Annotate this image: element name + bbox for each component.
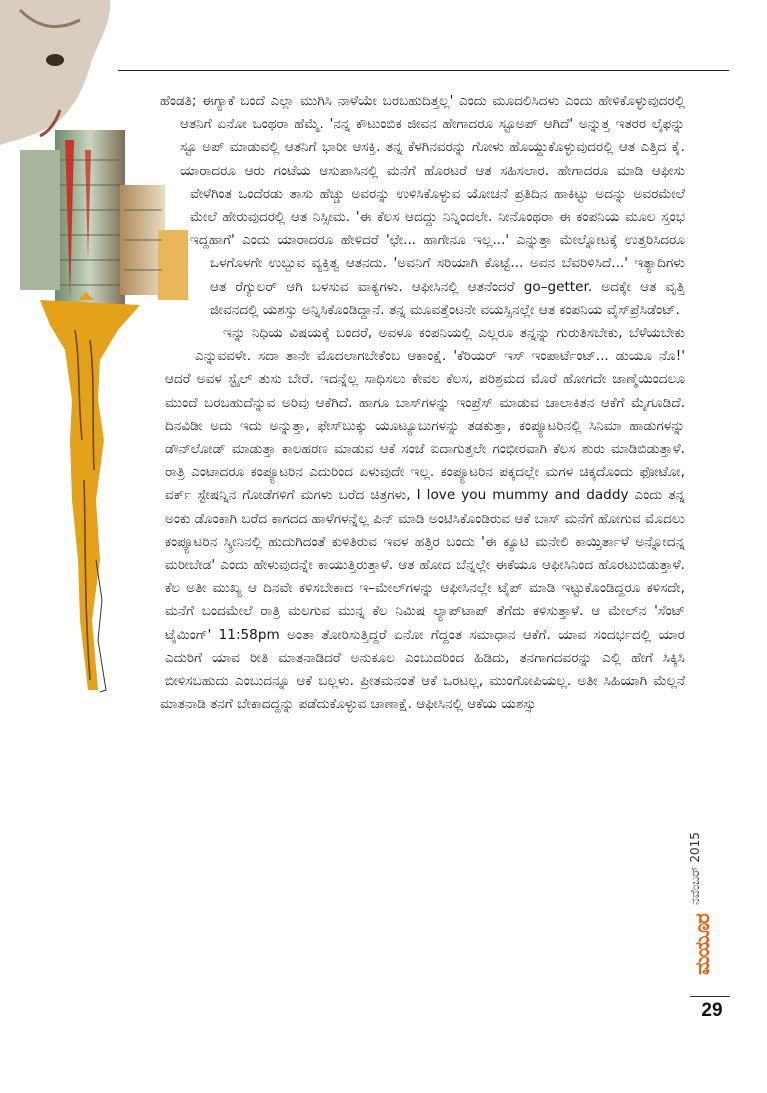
article-body xyxy=(120,90,685,1005)
paragraph-1: ಹೆಂಡತಿ; ಈಗ್ಯಾಕೆ ಬಂದೆ ಎಲ್ಲಾ ಮುಗಿಸಿ ನಾಳೆಯೇ ಬರಬಹುದಿತ್ತಲ್ಲ' ಎಂದು ಮೂದಲಿಸಿದಳು ಎಂದು ಹೇಳಿಕೊಳ್ಳುವುದರಲ್ಲಿ ಆತನಿಗೆ ಏನೋ ಒಂಥರಾ ಹೆಮ್ಮೆ. 'ನನ್ನ ಕೌಟುಂಬಿಕ ಜೀವನ ಹೇಗಾದರೂ ಸ್ಟೂಅಪ್ ಆಗಿದೆ' ಅನ್ನುತ್ತ ಇತರರ ಲೈಫನ್ನು ಸ್ಟೂ ಅಪ್ ಮಾಡುವಲ್ಲಿ ಆತನಿಗೆ ಭಾರೀ ಆಸಕ್ತಿ. ತನ್ನ ಕೆಳಗಿನವರನ್ನು ಗೋಳು ಹೊಯ್ದುಕೊಳ್ಳುವುದರಲ್ಲಿ ಆತ ಎತ್ತಿದ ಕೈ. ಯಾರಾದರೂ ಆರು ಗಂಟೆಯ ಆಸುಪಾಸಿನಲ್ಲಿ ಮನೆಗೆ ಹೊರಟರೆ ಆತ ಸಹಿಸಲಾರ. ಹೇಗಾದರೂ ಮಾಡಿ ಆಫೀಸು ವೇಳೆಗಿಂತ ಒಂದೆರಡು ತಾಸು ಹೆಚ್ಚು ಅವರನ್ನು ಉಳಿಸಿಕೊಳ್ಳುವ ಯೋಚನೆ ಪ್ರತಿದಿನ ಹಾಕಿಟ್ಟು ಅದನ್ನು ಅವರಮೇಲೆ ಮೇಲೆ ಹೇರುವುದರಲ್ಲಿ ಆತ ನಿಸ್ಸೀಮ. 'ಈ ಕೆಲಸ ಆದದ್ದು ನಿನ್ನಿಂದಲೇ. ನೀನೊಂಥರಾ ಈ ಕಂಪನಿಯ ಮೂಲ ಸ್ತಂಭ ಇದ್ದಹಾಗೆ' ಎಂದು ಯಾರಾದರೂ ಹೇಳಿದರೆ 'ಛೇ... ಹಾಗೇನೂ ಇಲ್ಲ...' ಎನ್ನುತ್ತಾ ಮೇಲ್ನೋಟಕ್ಕೆ ಉತ್ತರಿಸಿದರೂ ಒಳಗೊಳಗೇ ಉಬ್ಬುವ ವ್ಯಕ್ತಿತ್ವ ಆತನದು. 'ಅವನಿಗೆ ಸರಿಯಾಗಿ ಕೊಟ್ಟೆ... ಅವನ ಬೆವರಿಳಿಸಿದೆ...' ಇತ್ಯಾದಿಗಳು ಆತ ರೆಗ್ಯುಲರ್ ಆಗಿ ಬಳಸುವ ವಾಕ್ಯಗಳು. ಆಫೀಸಿನಲ್ಲಿ ಆತನೆಂದರೆ go–getter. ಅದಕ್ಕೇ ಆತ ವೃತ್ತಿ ಜೀವನದಲ್ಲಿ ಯಶಸ್ಸು ಅನ್ನಿಸಿಕೊಂಡಿದ್ದಾನೆ. ತನ್ನ ಮೂವತ್ತೆಂಟನೇ ವಯಸ್ಸಿನಲ್ಲೇ ಆತ ಕಂಪನಿಯ ವೈಸ್‌ಪ್ರೆಸಿಡೆಂಟ್. xyxy=(160,93,685,318)
folio-rule xyxy=(690,996,730,997)
magazine-logo: ಮಯೂರ xyxy=(690,914,714,975)
issue-date: ನವೆಂಬರ್ 2015 xyxy=(688,832,702,905)
paragraph-2: ಇನ್ನು ನಿಧಿಯ ವಿಷಯಕ್ಕೆ ಬಂದರೆ, ಅವಳೂ ಕಂಪನಿಯಲ್ಲಿ ಎಲ್ಲರೂ ತನ್ನನ್ನು ಗುರುತಿಸಬೇಕು, ಬೆಳೆಯಬೇಕು ಎನ್ನುವವಳೇ. ಸದಾ ತಾನೇ ಮೊದಲಾಗಬೇಕೆಂಬ ಆಕಾಂಕ್ಷೆ. 'ಕೆರಿಯರ್ ಇಸ್ ಇಂಪಾರ್ಟೆಂಟ್... ಡುಯೂ ನೊ!' ಆದರೆ ಅವಳ ಸ್ಟೈಲ್ ತುಸು ಬೇರೆ. ಇದನ್ನೆಲ್ಲ ಸಾಧಿಸಲು ಕೇವಲ ಕೆಲಸ, ಪರಿಶ್ರಮದ ಮೊರೆ ಹೋಗದೇ ಜಾಣ್ಮೆಯಿಂದಲೂ ಮುಂದೆ ಬರಬಹುದೆನ್ನುವ ಅರಿವು ಆಕೆಗಿದೆ. ಹಾಗೂ ಬಾಸ್‌ಗಳನ್ನು ಇಂಪ್ರೆಸ್ ಮಾಡುವ ಚಾಲಾಕಿತನ ಆಕೆಗೆ ಮೈಗೂಡಿದೆ. ದಿನವಿಡೀ ಅದು ಇದು ಅನ್ನುತ್ತಾ, ಫೇಸ್‌ಬುಕ್ಕು ಯೂಟ್ಯೂಬುಗಳನ್ನು ತಡಕುತ್ತಾ, ಕಂಪ್ಯೂಟರಿನಲ್ಲಿ ಸಿನಿಮಾ ಹಾಡುಗಳನ್ನು ಡೌನ್‌ಲೋಡ್ ಮಾಡುತ್ತಾ ಕಾಲಹರಣ ಮಾಡುವ ಆಕೆ ಸಂಜೆ ಐದಾಗುತ್ತಲೇ ಗಂಭೀರವಾಗಿ ಕೆಲಸ ಶುರು ಮಾಡಿಬಿಡುತ್ತಾಳೆ. ರಾತ್ರಿ ಎಂಟಾದರೂ ಕಂಪ್ಯೂಟರಿನ ಎದುರಿಂದ ಏಳುವುದೇ ಇಲ್ಲ. ಕಂಪ್ಯೂಟರಿನ ಪಕ್ಕದಲ್ಲೇ ಮಗಳ ಚಿಕ್ಕದೊಂದು ಫೋಟೋ, ವರ್ಕ್ ಸ್ಟೇಷನ್ನಿನ ಗೋಡೆಗಳಿಗೆ ಮಗಳು ಬರೆದ ಚಿತ್ರಗಳು, I love you mummy and daddy ಎಂದು ತನ್ನ ಅಂಕು ಡೊಂಕಾಗಿ ಬರೆದ ಕಾಗದದ ಹಾಳೆಗಳನ್ನೆಲ್ಲ ಪಿನ್ ಮಾಡಿ ಅಂಟಿಸಿಕೊಂಡಿರುವ ಆಕೆ ಬಾಸ್ ಮನೆಗೆ ಹೋಗುವ ಮೊದಲು ಕಂಪ್ಯೂಟರಿನ ಸ್ಕ್ರೀನಿನಲ್ಲಿ ಹುದುಗಿದಂತೆ ಕುಳಿತಿರುವ ಇವಳ ಹತ್ತಿರ ಬಂದು 'ಈ ಕ್ಯೂಟಿ ಮನೇಲಿ ಕಾಯ್ತಿರ್ತಾಳೆ ಅನ್ನೋದನ್ನ ಮರೀಬೇಡ' ಎಂದು ಹೇಳುವುದನ್ನೇ ಕಾಯುತ್ತಿರುತ್ತಾಳೆ. ಆತ ಹೋದ ಬೆನ್ನಲ್ಲೇ ಈಕೆಯೂ ಆಫೀಸಿನಿಂದ ಹೊರಟುಬಿಡುತ್ತಾಳೆ. ಕೆಲ ಅತೀ ಮುಖ್ಯ ಆ ದಿನವೇ ಕಳಿಸಬೇಕಾದ ಇ–ಮೇಲ್‌ಗಳನ್ನು ಆಫೀಸಿನಲ್ಲೇ ಟೈಪ್ ಮಾಡಿ ಇಟ್ಟುಕೊಂಡಿದ್ದರೂ ಕಳಿಸದೇ, ಮನೆಗೆ ಬಂದಮೇಲೆ ರಾತ್ರಿ ಮಲಗುವ ಮುನ್ನ ಕೆಲ ನಿಮಿಷ ಲ್ಯಾಪ್‌ಟಾಪ್ ತೆಗೆದು ಕಳಿಸುತ್ತಾಳೆ. ಆ ಮೇಲ್‌ನ 'ಸೆಂಟ್ ಟೈಮಿಂಗ್' 11:58pm ಅಂತಾ ತೋರಿಸುತ್ತಿದ್ದರೆ ಏನೋ ಗೆದ್ದಂತ ಸಮಾಧಾನ ಆಕೆಗೆ. ಯಾವ ಸಂದರ್ಭದಲ್ಲಿ ಯಾರ ಎದುರಿಗೆ ಯಾವ ರೀತಿ ಮಾತನಾಡಿದರೆ ಅನುಕೂಲ ಎಂಬುದರಿಂದ ಹಿಡಿದು, ತನಗಾಗದವರನ್ನು ಎಲ್ಲಿ ಹೇಗೆ ಸಿಕ್ಕಿಸಿ ಬೀಳಿಸಬಹುದು ಎಂಬುದನ್ನೂ ಆಕೆ ಬಲ್ಲಳು. ಪ್ರೀತಮನಂತೆ ಆಕೆ ಒರಟಲ್ಲ, ಮುಂಗೋಪಿಯಲ್ಲ. ಅತೀ ಸಿಹಿಯಾಗಿ ಮೆಲ್ಲನೆ ಮಾತನಾಡಿ ತನಗೆ ಬೇಕಾದದ್ದನ್ನು ಪಡೆದುಕೊಳ್ಳುವ ಚಾಣಾಕ್ಷೆ. ಆಫೀಸಿನಲ್ಲಿ ಆಕೆಯ ಯಶಸ್ಸು xyxy=(160,325,685,713)
page-number: 29 xyxy=(701,1000,723,1021)
top-rule xyxy=(118,70,729,71)
